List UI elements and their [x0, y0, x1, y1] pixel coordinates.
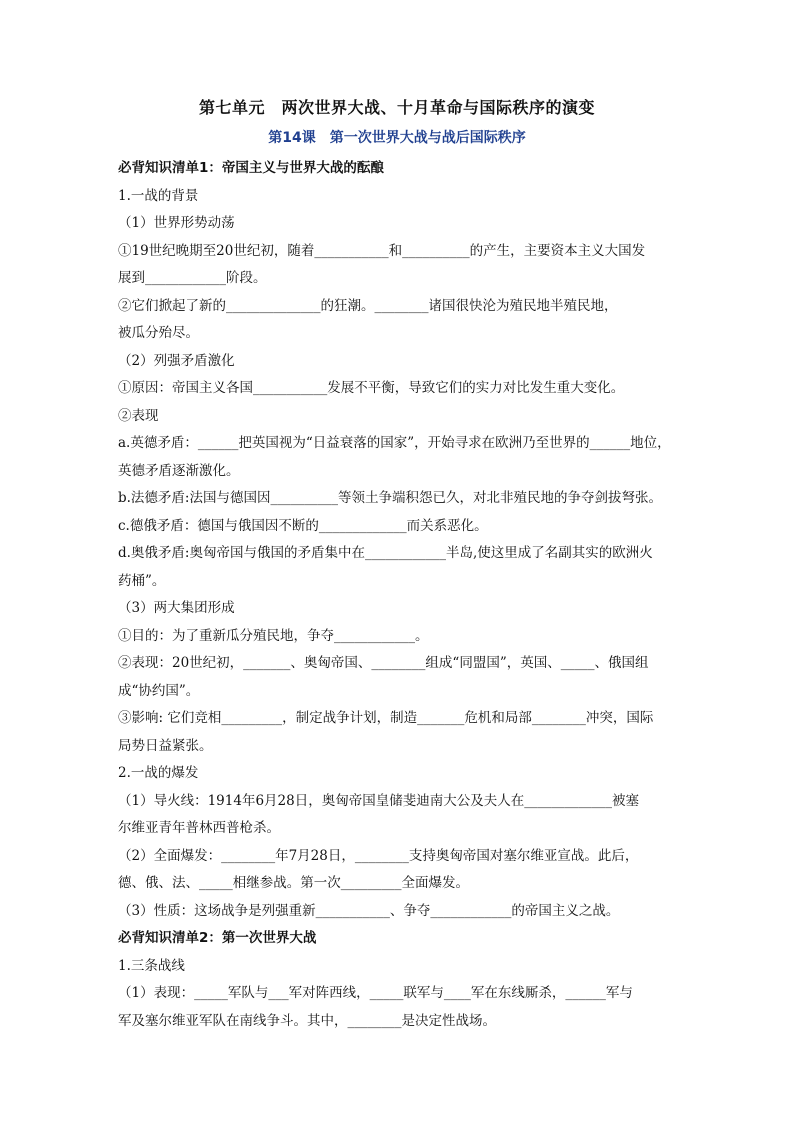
- text-line: 药桶”。: [118, 572, 166, 589]
- document-body: [118, 155, 682, 1035]
- text-line: （2）列强矛盾激化: [118, 352, 235, 369]
- text-line: 被瓜分殆尽。: [118, 325, 199, 341]
- section-heading: 必背知识清单2：第一次世界大战: [118, 930, 317, 946]
- text-line: d.奥俄矛盾:奥匈帝国与俄国的矛盾集中在____________半岛,使这里成了名副其实的欧洲火: [118, 545, 653, 561]
- text-line: 展到____________阶段。: [118, 270, 267, 286]
- text-line: 1.三条战线: [118, 957, 185, 974]
- text-line: c.德俄矛盾：德国与俄国因不断的_____________而关系恶化。: [118, 517, 488, 534]
- text-line: （3）两大集团形成: [118, 600, 235, 616]
- text-line: （2）全面爆发：________年7月28日，________支持奥匈帝国对塞尔维亚宣战。此后，: [118, 847, 639, 864]
- text-line: 2.一战的爆发: [118, 765, 199, 781]
- text-line: ①原因：帝国主义各国___________发展不平衡，导致它们的实力对比发生重大变化。: [118, 380, 625, 396]
- text-line: 1.一战的背景: [118, 187, 199, 204]
- text-line: ③影响: 它们竞相_________，制定战争计划，制造_______危机和局部________冲突，国际: [118, 710, 654, 726]
- text-line: a.英德矛盾：______把英国视为“日益衰落的国家”，开始寻求在欧洲乃至世界的______地位，: [118, 435, 671, 451]
- text-line: ②表现: [118, 407, 159, 424]
- text-line: ①19世纪晚期至20世纪初，随着___________和__________的产生，主要资本主义大国发: [118, 242, 646, 259]
- text-line: ②表现：20世纪初，_______、奥匈帝国、________组成“同盟国”，英国、_____、俄国组: [118, 655, 649, 671]
- text-line: b.法德矛盾:法国与德国因__________等领土争端积怨已久，对北非殖民地的争夺剑拔弩张。: [118, 490, 662, 506]
- text-line: 英德矛盾逐渐激化。: [118, 462, 240, 479]
- text-line: （1）导火线：1914年6月28日，奥匈帝国皇储斐迪南大公及夫人在_____________被塞: [118, 792, 639, 809]
- unit-title: 第七单元 两次世界大战、十月革命与国际秩序的演变: [198, 98, 595, 117]
- text-line: 军及塞尔维亚军队在南线争斗。其中，________是决定性战场。: [118, 1012, 496, 1029]
- text-line: （1）表现：_____军队与___军对阵西线，_____联军与____军在东线厮杀，______军与: [118, 985, 633, 1001]
- section-heading: 必背知识清单1：帝国主义与世界大战的酝酿: [118, 160, 384, 176]
- lesson-title: 第14课 第一次世界大战与战后国际秩序: [268, 130, 526, 146]
- text-line: （3）性质：这场战争是列强重新___________、争夺____________的帝国主义之战。: [118, 902, 620, 919]
- text-line: ②它们掀起了新的______________的狂潮。________诸国很快沦为殖民地半殖民地，: [118, 297, 618, 314]
- text-line: 成“协约国”。: [118, 682, 200, 699]
- text-line: 局势日益紧张。: [118, 737, 213, 754]
- text-line: 尔维亚青年普林西普枪杀。: [118, 820, 280, 836]
- text-line: ①目的：为了重新瓜分殖民地，争夺____________。: [118, 627, 429, 644]
- text-line: 德、俄、法、_____相继参战。第一次_________全面爆发。: [118, 875, 469, 891]
- text-line: （1）世界形势动荡: [118, 215, 235, 231]
